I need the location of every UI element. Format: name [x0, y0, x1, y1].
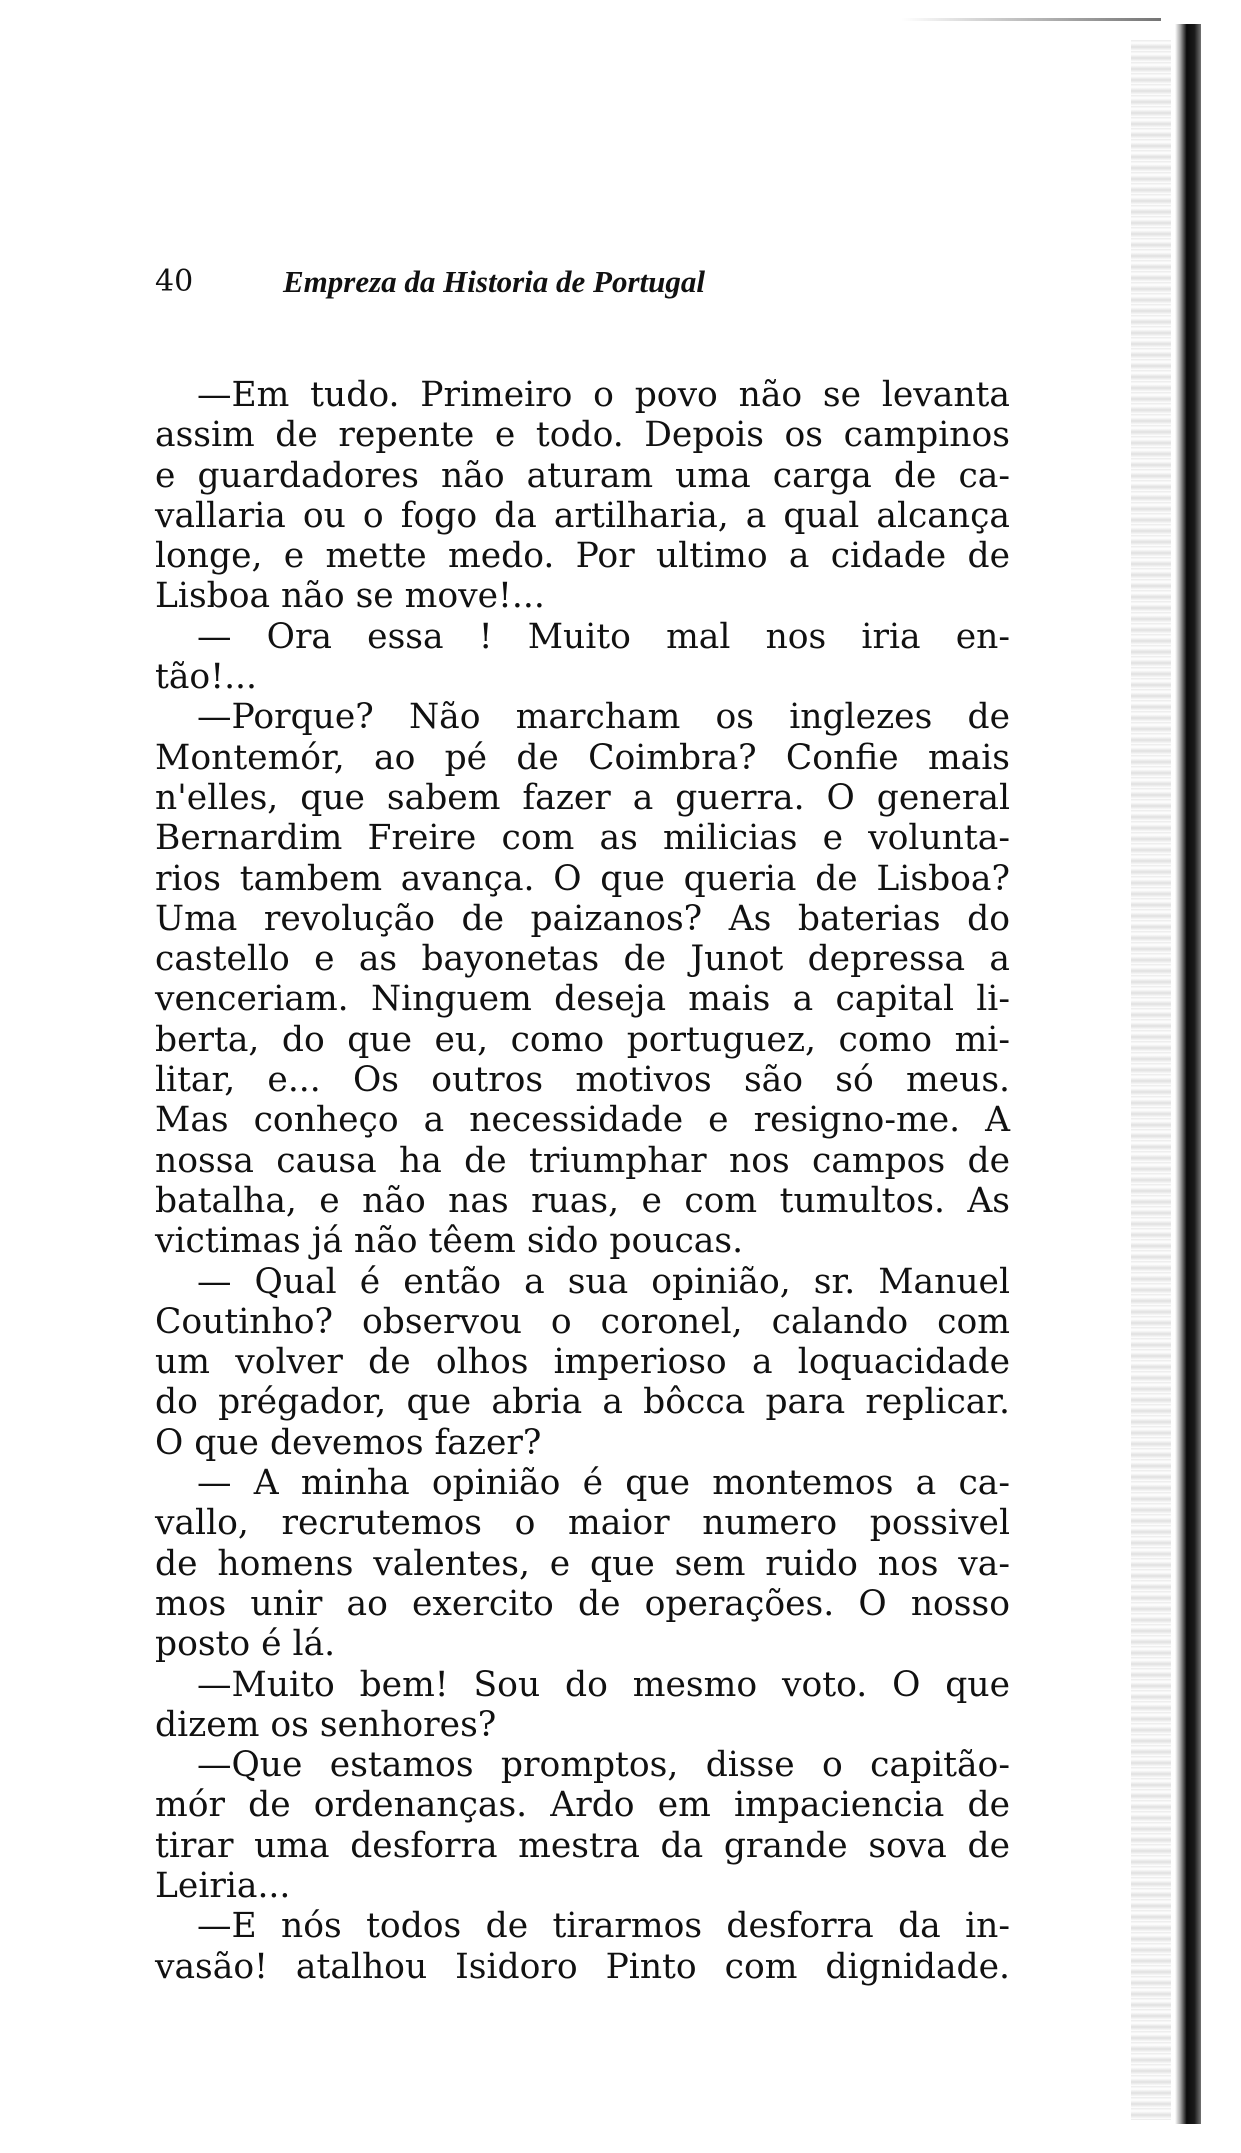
text-line: longe, e mette medo. Por ultimo a cidade de — [155, 536, 1010, 577]
text-line: Lisboa não se move!... — [155, 576, 545, 617]
text-line: um volver de olhos imperioso a loquacidade — [155, 1342, 1010, 1383]
text-line: dizem os senhores? — [155, 1704, 497, 1745]
text-line: O que devemos fazer? — [155, 1422, 542, 1463]
text-line: — A minha opinião é que montemos a ca- — [197, 1463, 1010, 1504]
text-line: nossa causa ha de triumphar nos campos de — [155, 1140, 1010, 1181]
text-line: assim de repente e todo. Depois os campinos — [155, 415, 1010, 456]
text-line: vallaria ou o fogo da artilharia, a qual alcança — [155, 495, 1010, 536]
text-line: —Que estamos promptos, disse o capitão- — [197, 1745, 1010, 1786]
text-line: vasão! atalhou Isidoro Pinto com dignidade. — [155, 1946, 1010, 1987]
text-line: Montemór, ao pé de Coimbra? Confie mais — [155, 737, 1010, 778]
text-line: e guardadores não aturam uma carga de ca- — [155, 455, 1010, 496]
text-line: vallo, recrutemos o maior numero possivel — [155, 1503, 1010, 1544]
page-number: 40 — [155, 264, 194, 299]
text-line: mór de ordenanças. Ardo em impaciencia de — [155, 1785, 1010, 1826]
text-line: rios tambem avança. O que queria de Lisboa? — [155, 858, 1010, 899]
scan-smudge — [901, 18, 1161, 21]
binding-edge — [1175, 24, 1201, 2124]
text-line: litar, e... Os outros motivos são só meus. — [155, 1060, 1010, 1101]
text-line: venceriam. Ninguem deseja mais a capital li- — [155, 979, 1010, 1020]
text-line: do prégador, que abria a bôcca para replicar. — [155, 1382, 1010, 1423]
text-line: — Qual é então a sua opinião, sr. Manuel — [197, 1261, 1010, 1302]
body-text — [155, 375, 1010, 1987]
text-line: batalha, e não nas ruas, e com tumultos. As — [155, 1180, 1010, 1221]
text-line: n'elles, que sabem fazer a guerra. O general — [155, 777, 1010, 818]
text-line: Mas conheço a necessidade e resigno-me. A — [155, 1100, 1010, 1141]
text-line: —Em tudo. Primeiro o povo não se levanta — [197, 375, 1010, 415]
text-line: Uma revolução de paizanos? As baterias do — [155, 898, 1010, 939]
binding-shadow-texture — [1131, 40, 1171, 2120]
text-line: — Ora essa ! Muito mal nos iria en- — [197, 616, 1010, 657]
text-line: —Porque? Não marcham os inglezes de — [197, 697, 1010, 738]
text-line: tirar uma desforra mestra da grande sova de — [155, 1825, 1010, 1866]
text-line: —Muito bem! Sou do mesmo voto. O que — [197, 1664, 1010, 1705]
text-line: Leiria... — [155, 1865, 291, 1906]
text-line: berta, do que eu, como portuguez, como mi- — [155, 1019, 1010, 1060]
text-line: victimas já não têem sido poucas. — [155, 1221, 744, 1262]
text-line: de homens valentes, e que sem ruido nos va- — [155, 1543, 1010, 1584]
text-line: —E nós todos de tirarmos desforra da in- — [197, 1906, 1010, 1947]
text-line: tão!... — [155, 657, 257, 698]
text-line: mos unir ao exercito de operações. O nosso — [155, 1583, 1010, 1624]
running-title: Empreza da Historia de Portugal — [283, 264, 705, 299]
text-line: posto é lá. — [155, 1624, 336, 1665]
running-head — [155, 262, 895, 302]
text-line: Bernardim Freire com as milicias e volunta- — [155, 818, 1010, 859]
text-line: castello e as bayonetas de Junot depressa a — [155, 939, 1010, 980]
text-line: Coutinho? observou o coronel, calando com — [155, 1301, 1010, 1342]
